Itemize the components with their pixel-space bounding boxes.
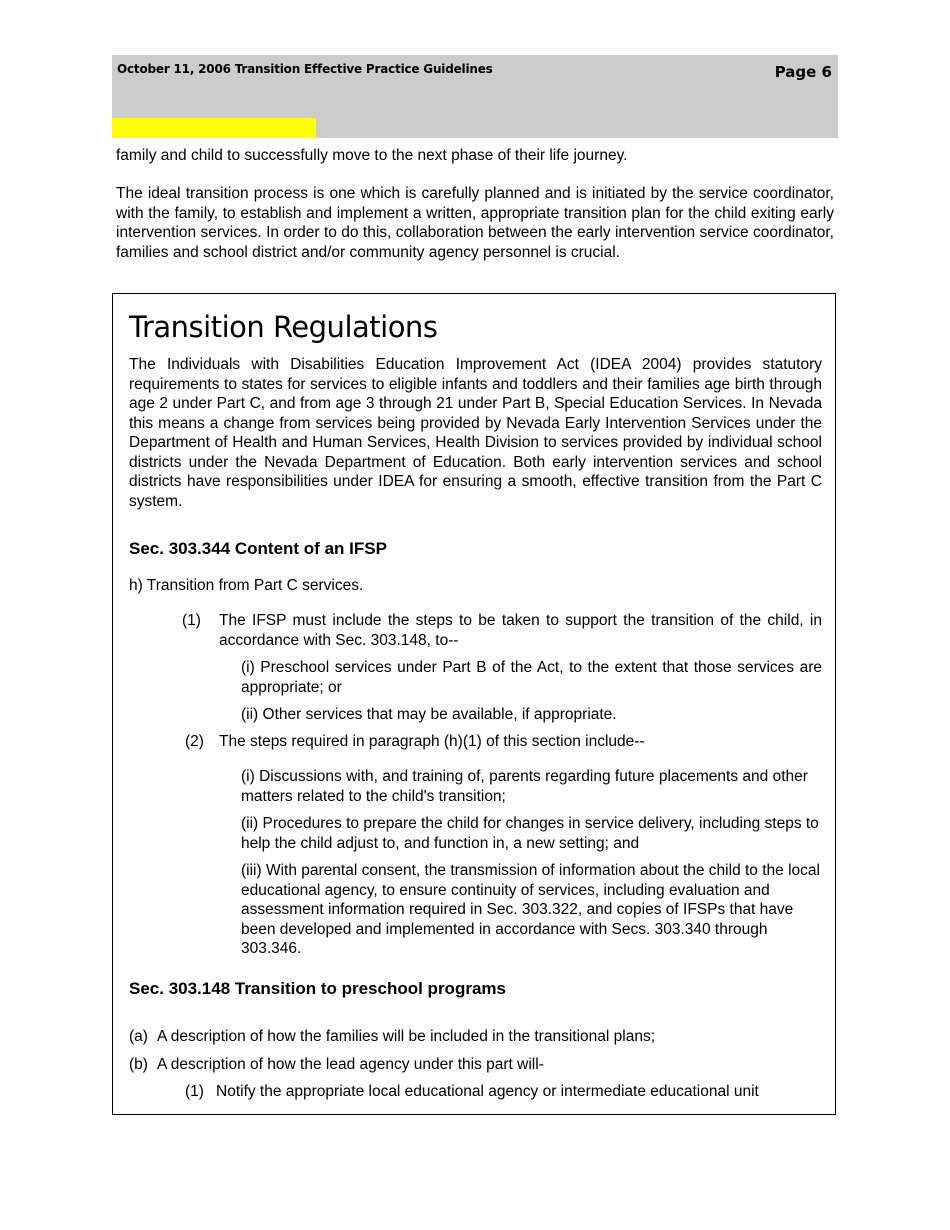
item2-text: The steps required in paragraph (h)(1) of this section include-- [219, 733, 645, 750]
item2-sub-iii: (iii) With parental consent, the transmission of information about the child to the local educational agency, to ensure continuity of services, including evaluation and assessment information required in Sec. 303.322, and copies of IFSPs that have been developed and implemented in accordance with Secs. 303.340 through 303.346. [241, 862, 820, 957]
transition-regulations-box [112, 293, 836, 1115]
page-number: Page 6 [774, 63, 832, 81]
item-b1-text: Notify the appropriate local educational agency or intermediate educational unit [216, 1083, 759, 1100]
intro-paragraph-1: family and child to successfully move to the next phase of their life journey. [116, 147, 628, 164]
item-b1-number: (1) [185, 1083, 204, 1100]
intro-paragraph-2: The ideal transition process is one which is carefully planned and is initiated by the service coordinator, with the family, to establish and implement a written, appropriate transition plan for the child exiting early intervention services. In order to do this, collaboration between the early intervention service coordinator, families and school district and/or community agency personnel is crucial. [116, 185, 834, 261]
section-heading-303-148: Sec. 303.148 Transition to preschool programs [129, 979, 506, 998]
item-b-text: A description of how the lead agency under this part will- [157, 1056, 544, 1073]
item1-sub-ii: (ii) Other services that may be available, if appropriate. [241, 706, 617, 723]
highlight-bar [112, 118, 316, 138]
box-title: Transition Regulations [129, 310, 438, 344]
section-heading-303-344: Sec. 303.344 Content of an IFSP [129, 539, 387, 558]
item-a-number: (a) [129, 1028, 148, 1045]
idea-paragraph: The Individuals with Disabilities Education Improvement Act (IDEA 2004) provides statutory requirements to states for services to eligible infants and toddlers and their families age birth through age 2 under Part C, and from age 3 through 21 under Part B, Special Education Services. In Nevada this means a change from services being provided by Nevada Early Intervention Services under the Department of Health and Human Services, Health Division to services provided by individual school districts under the Nevada Department of Education. Both early intervention services and school districts have responsibilities under IDEA for ensuring a smooth, effective transition from the Part C system. [129, 356, 822, 510]
item-b-number: (b) [129, 1056, 148, 1073]
item-a-text: A description of how the families will be included in the transitional plans; [157, 1028, 655, 1045]
item2-number: (2) [185, 733, 204, 750]
item1-text: The IFSP must include the steps to be taken to support the transition of the child, in accordance with Sec. 303.148, to-- [219, 612, 822, 649]
item1-sub-i: (i) Preschool services under Part B of the Act, to the extent that those services are appropriate; or [241, 659, 822, 696]
transition-h-line: h) Transition from Part C services. [129, 577, 364, 594]
item1-number: (1) [182, 612, 201, 629]
header-title: October 11, 2006 Transition Effective Practice Guidelines [117, 62, 493, 76]
item2-sub-ii: (ii) Procedures to prepare the child for changes in service delivery, including steps to help the child adjust to, and function in, a new setting; and [241, 815, 819, 852]
item2-sub-i: (i) Discussions with, and training of, parents regarding future placements and other matters related to the child's transition; [241, 768, 808, 805]
page-header [112, 55, 838, 138]
